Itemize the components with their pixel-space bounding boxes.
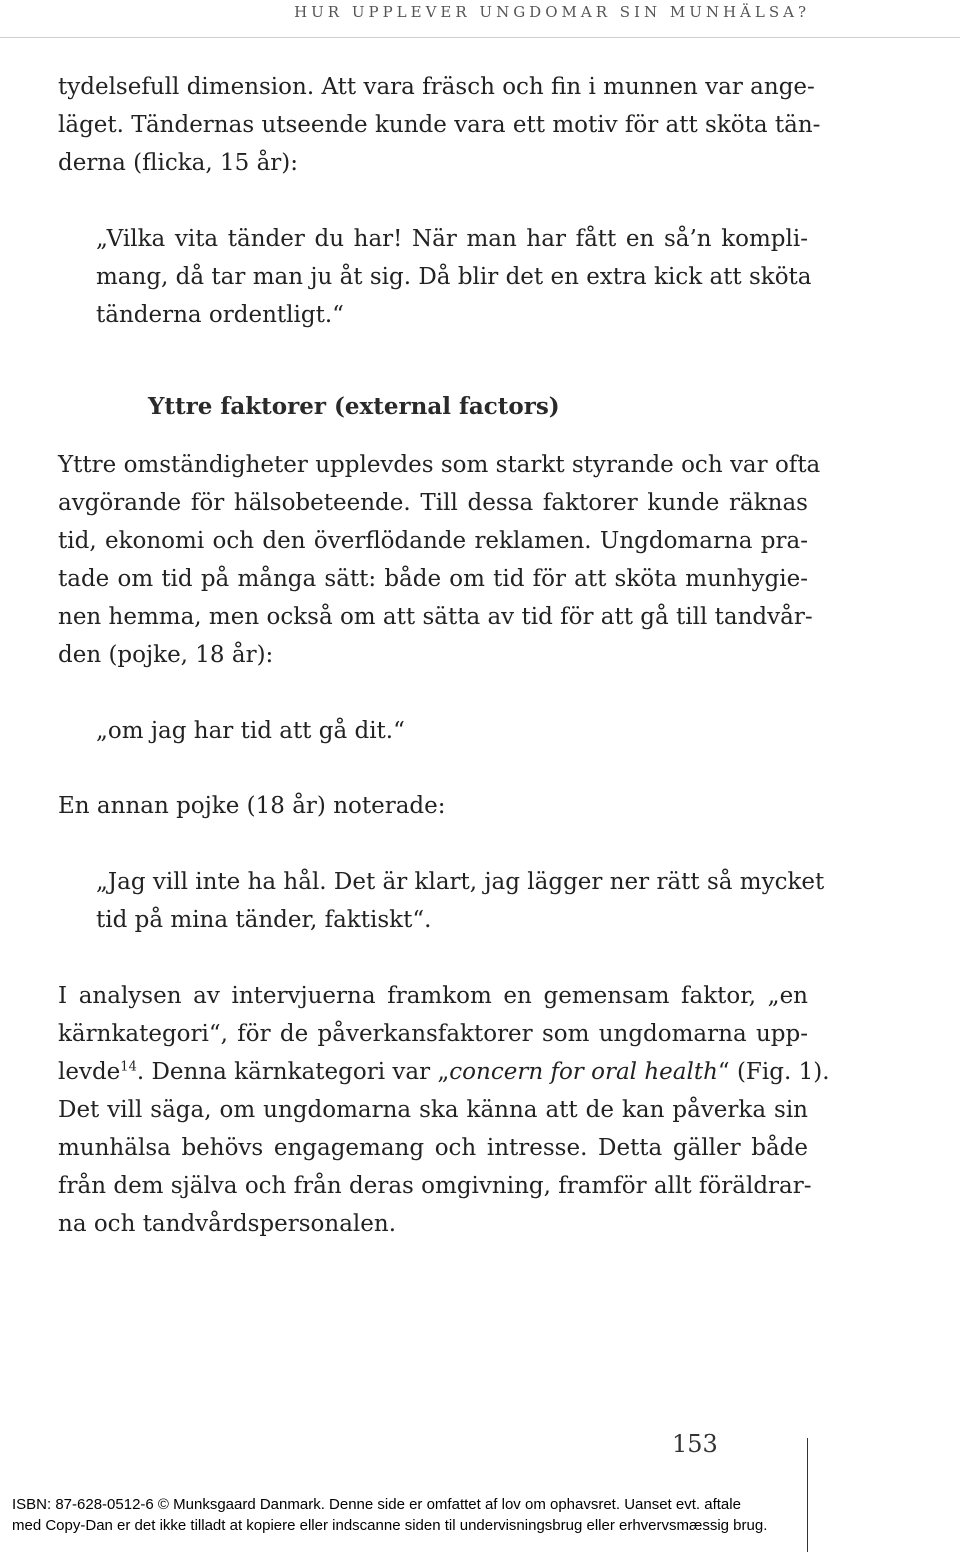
text-run: . Denna kärnkategori var „ [136, 1059, 450, 1085]
text-run: levde [58, 1059, 121, 1085]
paragraph-line: I analysen av intervjuerna framkom en gemensam faktor, „en [58, 983, 808, 1009]
paragraph-line: den (pojke, 18 år): [58, 642, 274, 668]
copyright-notice-line: med Copy-Dan er det ikke tilladt at kopiere eller indscanne siden til undervisningsbrug eller erhvervsmæssig brug. [12, 1517, 768, 1534]
paragraph-line: Yttre omständigheter upplevdes som starkt styrande och var ofta [58, 452, 821, 478]
paragraph-line: nen hemma, men också om att sätta av tid för att gå till tandvår- [58, 604, 813, 630]
paragraph-line: En annan pojke (18 år) noterade: [58, 793, 446, 819]
section-heading: Yttre faktorer (external factors) [148, 393, 560, 420]
paragraph-line: tid, ekonomi och den överflödande reklamen. Ungdomarna pra- [58, 528, 808, 554]
paragraph-line: kärnkategori“, för de påverkansfaktorer som ungdomarna upp- [58, 1021, 808, 1047]
paragraph-line: tade om tid på många sätt: både om tid för att sköta munhygie- [58, 566, 808, 592]
paragraph-line: avgörande för hälsobeteende. Till dessa faktorer kunde räknas [58, 490, 808, 516]
paragraph-line: na och tandvårdspersonalen. [58, 1211, 397, 1237]
block-quote-line: mang, då tar man ju åt sig. Då blir det en extra kick att sköta [96, 264, 812, 290]
header-divider [0, 37, 960, 38]
block-quote-line: „Vilka vita tänder du har! När man har fått en så’n kompli- [96, 226, 808, 252]
footnote-reference[interactable]: 14 [120, 1059, 137, 1075]
italic-term: concern for oral health [449, 1059, 718, 1085]
page-number: 153 [672, 1430, 718, 1458]
block-quote-line: „Jag vill inte ha hål. Det är klart, jag lägger ner rätt så mycket [96, 869, 825, 895]
margin-rule [807, 1438, 808, 1552]
paragraph-line: från dem själva och från deras omgivning, framför allt föräldrar- [58, 1173, 812, 1199]
paragraph-line: läget. Tändernas utseende kunde vara ett motiv för att sköta tän- [58, 112, 821, 138]
block-quote-line: tänderna ordentligt.“ [96, 302, 344, 328]
block-quote-line: tid på mina tänder, faktiskt“. [96, 907, 432, 933]
running-head: HUR UPPLEVER UNGDOMAR SIN MUNHÄLSA? [294, 3, 810, 21]
paragraph-line: derna (flicka, 15 år): [58, 150, 298, 176]
paragraph-line [58, 1053, 830, 1091]
block-quote-line: „om jag har tid att gå dit.“ [96, 718, 405, 744]
copyright-notice-line: ISBN: 87-628-0512-6 © Munksgaard Danmark. Denne side er omfattet af lov om ophavsret. Uanset evt. aftale [12, 1496, 741, 1513]
text-run: “ (Fig. 1). [717, 1059, 830, 1085]
paragraph-line: munhälsa behövs engagemang och intresse. Detta gäller både [58, 1135, 808, 1161]
paragraph-line: Det vill säga, om ungdomarna ska känna att de kan påverka sin [58, 1097, 808, 1123]
paragraph-line: tydelsefull dimension. Att vara fräsch och fin i munnen var ange- [58, 74, 815, 100]
